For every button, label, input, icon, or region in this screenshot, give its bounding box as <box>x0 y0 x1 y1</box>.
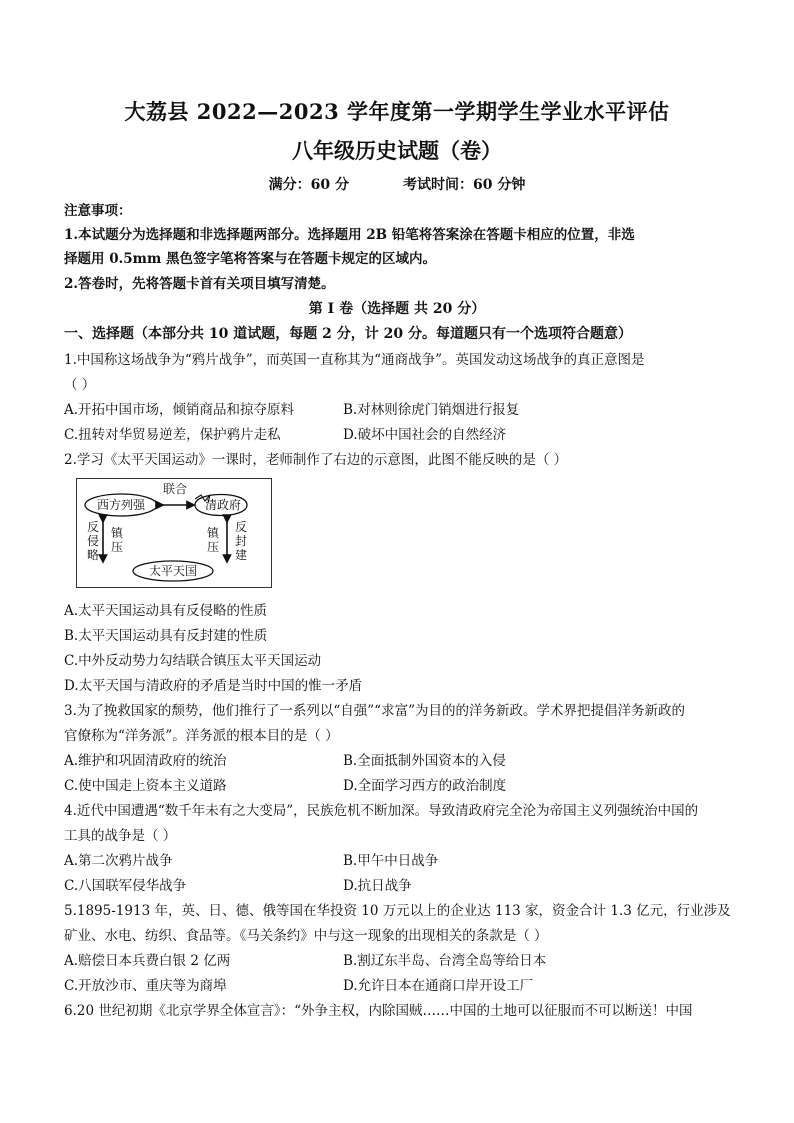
suppress-right-char-2: 压 <box>207 540 220 554</box>
anti-feudal-char-1: 反 <box>235 520 248 534</box>
q2-option-d: D.太平天国与清政府的矛盾是当时中国的惟一矛盾 <box>64 678 363 694</box>
q3-option-d: D.全面学习西方的政治制度 <box>343 778 507 794</box>
section-heading: 一、选择题（本部分共 10 道试题，每题 2 分，计 20 分。每道题只有一个选项符合题意） <box>64 326 632 342</box>
q1-option-c: C.扭转对华贸易逆差，保护鸦片走私 <box>64 427 281 443</box>
notes-line-2: 择题用 0.5mm 黑色签字笔将答案与在答题卡规定的区域内。 <box>64 251 436 267</box>
west-powers-label: 西方列强 <box>96 498 146 512</box>
anti-aggression-char-1: 反 <box>87 520 100 534</box>
q4-stem-line-2: 工具的战争是（ ） <box>64 828 177 844</box>
q5-stem-line-1: 5.1895-1913 年，英、日、德、俄等国在华投资 10 万元以上的企业达 113 家，资金合计 1.3 亿元，行业涉及 <box>64 903 731 919</box>
q5-option-c: C.开放沙市、重庆等为商埠 <box>64 978 227 994</box>
q6-stem-line-1: 6.20 世纪初期《北京学界全体宣言》：“外争主权，内除国贼……中国的土地可以征服而不可以断送！中国 <box>64 1003 693 1019</box>
anti-feudal-char-3: 建 <box>235 548 248 562</box>
suppress-right-char-1: 镇 <box>207 526 220 540</box>
full-score: 满分：60 分 <box>268 177 349 193</box>
q3-option-b: B.全面抵制外国资本的入侵 <box>343 753 506 769</box>
taiping-diagram-svg <box>77 479 273 589</box>
qing-government-label: 清政府 <box>204 498 242 512</box>
exam-meta <box>0 174 794 194</box>
alliance-label: 联合 <box>162 482 188 496</box>
anti-aggression-char-3: 略 <box>87 548 100 562</box>
q2-stem: 2.学习《太平天国运动》一课时，老师制作了右边的示意图，此图不能反映的是（ ） <box>64 452 568 468</box>
part-one-title: 第 I 卷（选择题 共 20 分） <box>308 301 486 317</box>
exam-time: 考试时间：60 分钟 <box>403 177 526 193</box>
q1-option-a: A.开拓中国市场，倾销商品和掠夺原料 <box>64 402 295 418</box>
suppress-left-char-2: 压 <box>111 540 124 554</box>
suppress-left-char-1: 镇 <box>111 526 124 540</box>
q1-option-b: B.对林则徐虎门销烟进行报复 <box>343 402 520 418</box>
q4-option-b: B.甲午中日战争 <box>343 853 439 869</box>
q4-option-d: D.抗日战争 <box>343 878 412 894</box>
q1-option-d: D.破坏中国社会的自然经济 <box>343 427 507 443</box>
q2-option-c: C.中外反动势力勾结联合镇压太平天国运动 <box>64 653 322 669</box>
q3-option-a: A.维护和巩固清政府的统治 <box>64 753 227 769</box>
taiping-label: 太平天国 <box>148 564 198 578</box>
q4-option-a: A.第二次鸦片战争 <box>64 853 173 869</box>
exam-title: 大荔县 2022—2023 学年度第一学期学生学业水平评估 <box>124 99 670 124</box>
anti-aggression-char-2: 侵 <box>87 534 100 548</box>
q2-option-a: A.太平天国运动具有反侵略的性质 <box>64 603 268 619</box>
notes-heading: 注意事项： <box>64 203 132 219</box>
q1-stem-line-2: （ ） <box>64 377 96 393</box>
q4-stem-line-1: 4.近代中国遭遇“数千年未有之大变局”，民族危机不断加深。导致清政府完全沦为帝国主义列强统治中国的 <box>64 803 699 819</box>
q1-stem-line-1: 1.中国称这场战争为“鸦片战争”，而英国一直称其为“通商战争”。英国发动这场战争的真正意图是 <box>64 352 645 368</box>
anti-feudal-char-2: 封 <box>235 534 248 548</box>
q3-stem-line-2: 官僚称为“洋务派”。洋务派的根本目的是（ ） <box>64 728 339 744</box>
q4-option-c: C.八国联军侵华战争 <box>64 878 187 894</box>
q5-option-a: A.赔偿日本兵费白银 2 亿两 <box>64 953 231 969</box>
exam-subtitle: 八年级历史试题（卷） <box>292 138 502 163</box>
taiping-diagram <box>76 478 272 588</box>
notes-line-1: 1.本试题分为选择题和非选择题两部分。选择题用 2B 铅笔将答案涂在答题卡相应的位置，非选 <box>64 227 635 243</box>
q5-option-d: D.允许日本在通商口岸开设工厂 <box>343 978 534 994</box>
q5-stem-line-2: 矿业、水电、纺织、食品等。《马关条约》中与这一现象的出现相关的条款是（ ） <box>64 928 548 944</box>
q3-stem-line-1: 3.为了挽救国家的颓势，他们推行了一系列以“自强”“求富”为目的的洋务新政。学术界把提倡洋务新政的 <box>64 703 685 719</box>
q5-option-b: B.割辽东半岛、台湾全岛等给日本 <box>343 953 547 969</box>
notes-line-3: 2.答卷时，先将答题卡首有关项目填写清楚。 <box>64 276 335 292</box>
q2-option-b: B.太平天国运动具有反封建的性质 <box>64 628 268 644</box>
q3-option-c: C.使中国走上资本主义道路 <box>64 778 227 794</box>
